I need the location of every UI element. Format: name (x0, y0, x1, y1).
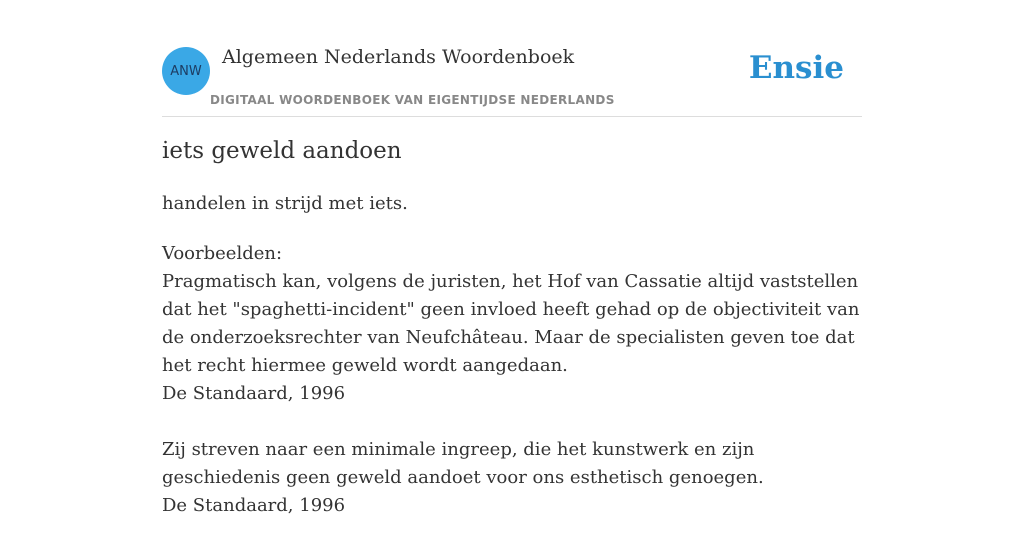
examples-section (162, 240, 862, 548)
anw-logo[interactable]: ANW (162, 47, 210, 95)
site-subtitle: DIGITAAL WOORDENBOEK VAN EIGENTIJDSE NEDERLANDS (210, 93, 615, 107)
ensie-brand-logo[interactable]: Ensie (748, 50, 844, 86)
example-source: De Standaard, 1996 (162, 383, 346, 404)
entry-definition: handelen in strijd met iets. (162, 193, 408, 214)
site-header (162, 0, 862, 117)
example-text: Pragmatisch kan, volgens de juristen, het Hof van Cassatie altijd vaststellen dat het "spaghetti-incident" geen invloed heeft gehad op de objectiviteit van de onderzoeksrechter van Neufchâteau. Maar de specialisten geven toe dat het recht hiermee geweld wordt aangedaan. (162, 271, 860, 376)
entry-term: iets geweld aandoen (162, 138, 402, 164)
example-item (162, 268, 862, 408)
page-container (162, 0, 862, 516)
site-title[interactable]: Algemeen Nederlands Woordenboek (222, 46, 575, 68)
example-source: De Standaard, 1996 (162, 495, 346, 516)
examples-label: Voorbeelden: (162, 243, 283, 264)
example-text: Zij streven naar een minimale ingreep, die het kunstwerk en zijn geschiedenis geen geweld aandoet voor ons esthetisch genoegen. (162, 439, 764, 488)
example-item (162, 436, 862, 520)
